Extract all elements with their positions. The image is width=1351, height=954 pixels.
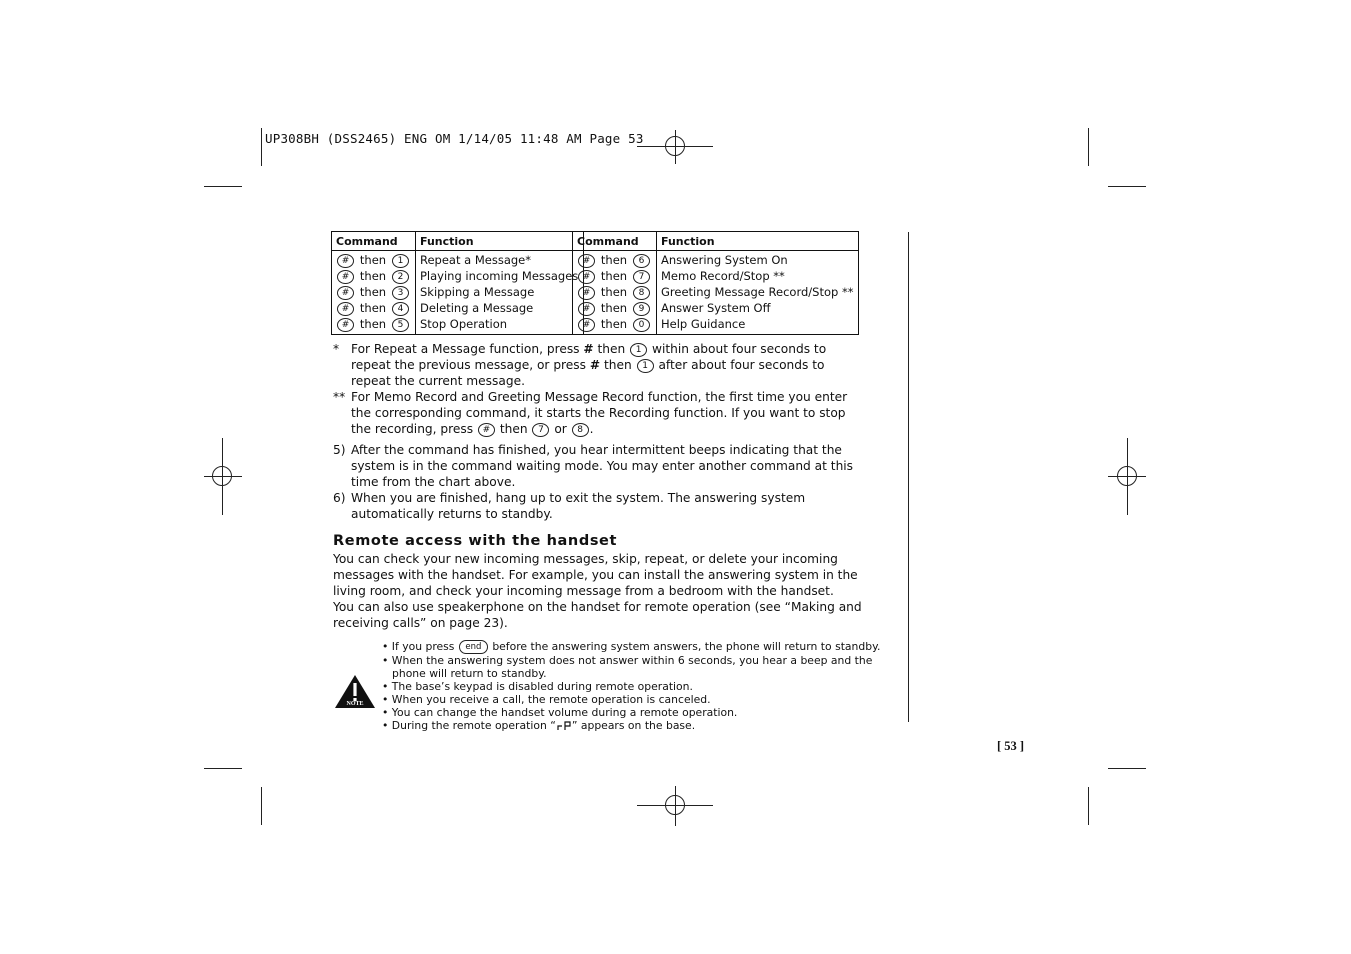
column-rule [908, 232, 909, 722]
function-label: Answering System On [661, 253, 788, 267]
digit-key-icon: 7 [633, 270, 650, 284]
function-label: Answer System Off [661, 301, 771, 315]
table-row: # then 1 Repeat a Message* [332, 251, 584, 269]
crop-mark [261, 128, 262, 166]
section-title: Remote access with the handset [333, 533, 618, 549]
function-label: Memo Record/Stop ** [661, 269, 785, 283]
digit-key-icon: 8 [633, 286, 650, 300]
function-label: Greeting Message Record/Stop ** [661, 285, 854, 299]
function-label: Repeat a Message* [420, 253, 531, 267]
list-item: • If you press end before the answering system answers, the phone will return to standby. [382, 640, 881, 653]
list-item-continued: phone will return to standby. [392, 667, 547, 680]
note-warning-icon: NOTE [333, 673, 377, 711]
digit-key-icon: 8 [572, 423, 589, 437]
digit-key-icon: 4 [392, 302, 409, 316]
digit-key-icon: 3 [392, 286, 409, 300]
table-row: # then 6 Answering System On [573, 251, 859, 269]
crop-mark [261, 787, 262, 825]
list-item: • When you receive a call, the remote operation is canceled. [382, 693, 711, 706]
table-row: # then 3 Skipping a Message [332, 284, 584, 300]
col-header-function: Function [416, 232, 584, 251]
digit-key-icon: 2 [392, 270, 409, 284]
hash-key-icon: # [337, 318, 354, 332]
col-header-command: Command [573, 232, 657, 251]
list-item: • During the remote operation “ ” appears on the base. [382, 719, 696, 732]
list-item: • The base’s keypad is disabled during remote operation. [382, 680, 693, 693]
hash-key-icon: # [578, 270, 595, 284]
command-table-right [572, 231, 859, 335]
print-slug: UP308BH (DSS2465) ENG OM 1/14/05 11:48 AM Page 53 [265, 131, 644, 146]
digit-key-icon: 7 [532, 423, 549, 437]
digit-key-icon: 1 [630, 343, 647, 357]
end-key-icon: end [459, 640, 488, 654]
list-item: • You can change the handset volume during a remote operation. [382, 706, 738, 719]
hash-key-icon: # [337, 302, 354, 316]
function-label: Stop Operation [420, 317, 508, 331]
hash-key-icon: # [337, 286, 354, 300]
hash-key-icon: # [337, 270, 354, 284]
table-row: # then 7 Memo Record/Stop ** [573, 268, 859, 284]
remote-display-glyph-icon [556, 719, 572, 731]
function-label: Help Guidance [661, 317, 746, 331]
hash-key-icon: # [337, 254, 354, 268]
hash-key-icon: # [478, 423, 495, 437]
crop-mark [1088, 128, 1089, 166]
hash-key-icon: # [578, 254, 595, 268]
crop-mark [204, 768, 242, 769]
function-label: Deleting a Message [420, 301, 534, 315]
col-header-command: Command [332, 232, 416, 251]
col-header-function: Function [657, 232, 859, 251]
table-row: # then 9 Answer System Off [573, 300, 859, 316]
list-item: • When the answering system does not answer within 6 seconds, you hear a beep and the [382, 654, 873, 667]
hash-key-icon: # [578, 318, 595, 332]
command-table-left [331, 231, 584, 335]
function-label: Playing incoming Messages [420, 269, 579, 283]
crop-mark [1088, 787, 1089, 825]
digit-key-icon: 9 [633, 302, 650, 316]
hash-key-icon: # [578, 302, 595, 316]
digit-key-icon: 1 [637, 359, 654, 373]
digit-key-icon: 0 [633, 318, 650, 332]
table-row: # then 5 Stop Operation [332, 316, 584, 335]
table-row: # then 0 Help Guidance [573, 316, 859, 335]
hash-key-icon: # [578, 286, 595, 300]
digit-key-icon: 1 [392, 254, 409, 268]
crop-mark [204, 186, 242, 187]
crop-mark [1108, 768, 1146, 769]
crop-mark [1108, 186, 1146, 187]
function-label: Skipping a Message [420, 285, 535, 299]
note-bullets [382, 640, 880, 732]
digit-key-icon: 5 [392, 318, 409, 332]
table-row: # then 8 Greeting Message Record/Stop ** [573, 284, 859, 300]
table-row: # then 2 Playing incoming Messages [332, 268, 584, 284]
table-row: # then 4 Deleting a Message [332, 300, 584, 316]
page-number: [ 53 ] [997, 739, 1025, 753]
digit-key-icon: 6 [633, 254, 650, 268]
